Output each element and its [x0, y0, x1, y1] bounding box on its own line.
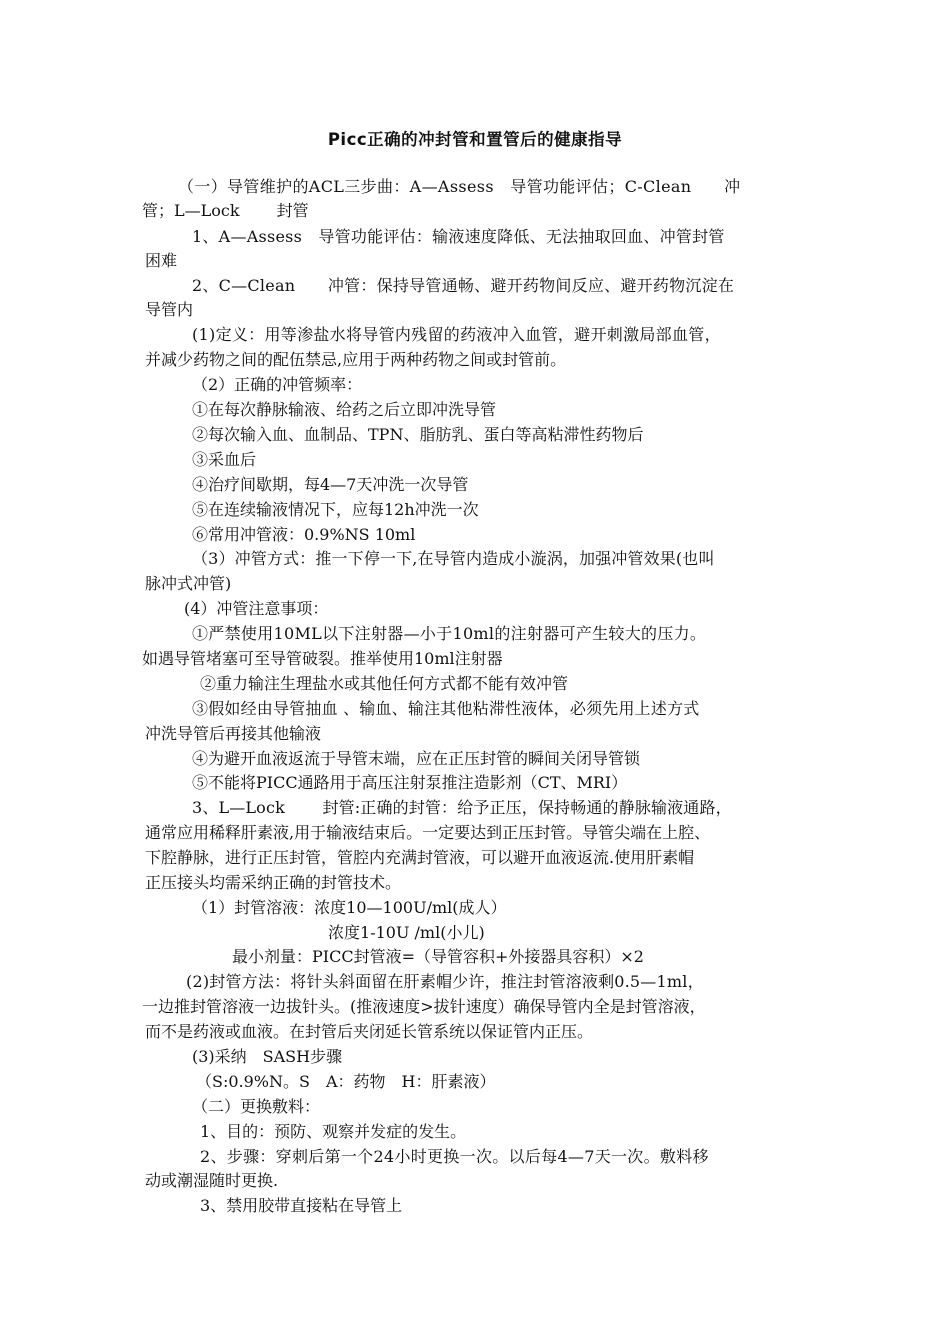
text-line: (2)封管方法：将针头斜面留在肝素帽少许，推注封管溶液剩0.5—1ml，: [186, 972, 704, 991]
text-line: (3)采纳 SASH步骤: [192, 1047, 343, 1066]
text-line: 动或潮湿随时更换.: [145, 1171, 279, 1190]
text-line: ②每次输入血、血制品、TPN、脂肪乳、蛋白等高粘滞性药物后: [192, 425, 644, 444]
text-line: 管；L—Lock 封管: [142, 201, 309, 220]
text-line: 正压接头均需采纳正确的封管技术。: [145, 873, 402, 892]
text-line: 最小剂量：PICC封管液=（导管容积+外接器具容积）×2: [232, 947, 644, 966]
text-line: 2、C—Clean 冲管：保持导管通畅、避开药物间反应、避开药物沉淀在: [192, 276, 735, 295]
text-line: （1）封管溶液：浓度10—100U/ml(成人）: [192, 898, 507, 917]
text-line: 并减少药物之间的配伍禁忌,应用于两种药物之间或封管前。: [145, 350, 567, 369]
text-line: ④为避开血液返流于导管末端，应在正压封管的瞬间关闭导管锁: [192, 749, 641, 768]
text-line: 浓度1-10U /ml(小儿): [328, 923, 485, 942]
text-line: 2、步骤：穿刺后第一个24小时更换一次。以后每4—7天一次。敷料移: [200, 1147, 709, 1166]
text-line: （3）冲管方式：推一下停一下,在导管内造成小漩涡，加强冲管效果(也叫: [192, 549, 715, 568]
text-line: 1、目的：预防、观察并发症的发生。: [200, 1122, 467, 1141]
text-line: 脉冲式冲管): [145, 574, 232, 593]
text-line: 3、L—Lock 封管:正确的封管：给予正压，保持畅通的静脉输液通路，: [192, 798, 732, 817]
text-line: 1、A—Assess 导管功能评估：输液速度降低、无法抽取回血、冲管封管: [192, 227, 725, 246]
text-line: (4）冲管注意事项：: [184, 599, 329, 618]
text-line: （2）正确的冲管频率：: [192, 375, 363, 394]
text-line: ④治疗间歇期，每4—7天冲洗一次导管: [192, 475, 469, 494]
text-line: 下腔静脉，进行正压封管，管腔内充满封管液，可以避开血液返流.使用肝素帽: [145, 848, 695, 867]
page-title: Picc正确的冲封管和置管后的健康指导: [327, 130, 623, 149]
text-line: 通常应用稀释肝素液,用于输液结束后。一定要达到正压封管。导管尖端在上腔、: [145, 823, 711, 842]
text-line: ⑤不能将PICC通路用于高压注射泵推注造影剂（CT、MRI）: [192, 773, 628, 792]
text-line: ②重力输注生理盐水或其他任何方式都不能有效冲管: [200, 674, 569, 693]
text-line: （一）导管维护的ACL三步曲：A—Assess 导管功能评估；C-Clean 冲: [178, 177, 741, 196]
text-line: ⑤在连续输液情况下，应每12h冲洗一次: [192, 500, 479, 519]
text-line: ③假如经由导管抽血 、输血、输注其他粘滞性液体，必须先用上述方式: [192, 699, 700, 718]
text-line: （S:0.9%N。S A：药物 H：肝素液）: [196, 1072, 496, 1091]
text-line: （二）更换敷料：: [192, 1097, 321, 1116]
text-line: 一边推封管溶液一边拔针头。(推液速度>拔针速度）确保导管内全是封管溶液，: [142, 997, 706, 1016]
text-line: ①在每次静脉输液、给药之后立即冲洗导管: [192, 400, 497, 419]
text-line: 冲洗导管后再接其他输液: [145, 724, 322, 743]
text-line: 导管内: [145, 300, 194, 319]
text-line: ③采血后: [192, 450, 257, 469]
text-line: (1)定义：用等渗盐水将导管内残留的药液冲入血管，避开刺激局部血管，: [192, 325, 721, 344]
text-line: ①严禁使用10ML以下注射器—小于10ml的注射器可产生较大的压力。: [192, 624, 707, 643]
text-line: 3、禁用胶带直接粘在导管上: [200, 1196, 403, 1215]
text-line: 而不是药液或血液。在封管后夹闭延长管系统以保证管内正压。: [145, 1022, 594, 1041]
text-line: 困难: [145, 251, 178, 270]
text-line: 如遇导管堵塞可至导管破裂。推举使用10ml注射器: [142, 649, 503, 668]
text-line: ⑥常用冲管液：0.9%NS 10ml: [192, 525, 416, 544]
